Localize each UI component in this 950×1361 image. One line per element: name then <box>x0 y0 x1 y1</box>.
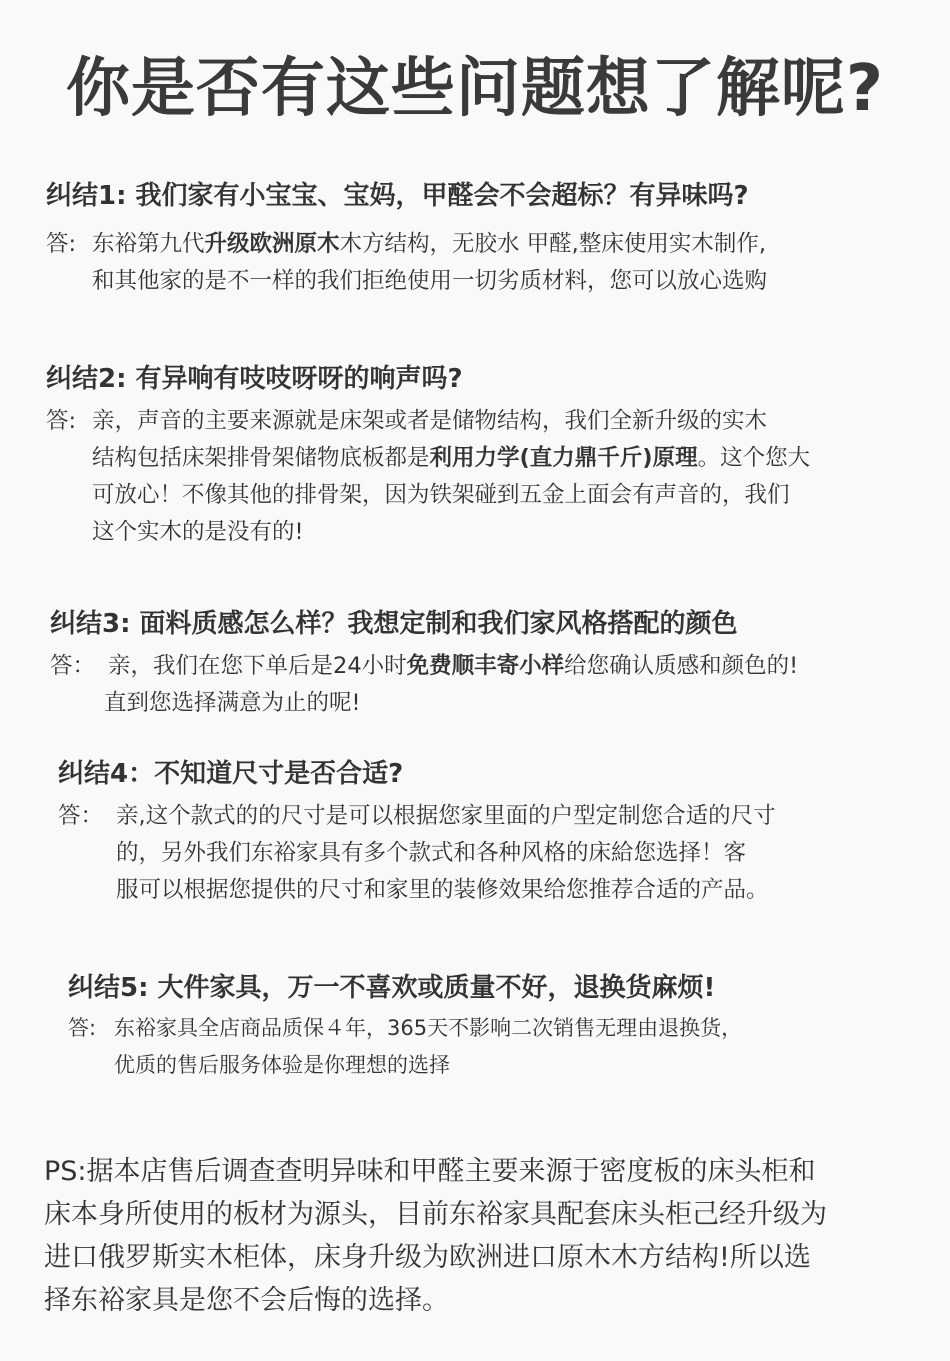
answer-text: 给您确认质感和颜色的! <box>564 653 799 679</box>
faq-answer-line: 直到您选择满意为止的呢! <box>104 690 361 716</box>
answer-text: 亲,这个款式的的尺寸是可以根据您家里面的户型定制您合适的尺寸 <box>116 803 776 829</box>
answer-label: 答： <box>50 653 96 679</box>
faq-answer-line <box>46 226 767 263</box>
faq-item-4 <box>58 754 776 909</box>
faq-answer-line <box>68 1010 742 1047</box>
faq-item-2 <box>46 359 810 551</box>
answer-label: 答: <box>46 408 77 434</box>
faq-item-3 <box>50 604 798 722</box>
ps-line: 择东裕家具是您不会后悔的选择。 <box>44 1285 449 1316</box>
ps-line: 进口俄罗斯实木柜体，床身升级为欧洲进口原木木方结构!所以选 <box>44 1242 811 1273</box>
faq-answer-line: 的，另外我们东裕家具有多个款式和各种风格的床給您选择！客 <box>116 840 747 866</box>
faq-answer-line: 这个实木的是没有的! <box>92 519 304 545</box>
faq-answer-line <box>46 403 810 440</box>
faq-question: 纠结3: 面料质感怎么样？我想定制和我们家风格搭配的颜色 <box>50 609 738 639</box>
ps-line: PS:据本店售后调查查明异味和甲醛主要来源于密度板的床头柜和 <box>44 1156 816 1187</box>
faq-answer-line: 服可以根据您提供的尺寸和家里的装修效果给您推荐合适的产品。 <box>116 877 769 903</box>
faq-answer-line <box>50 648 798 685</box>
faq-answer-line <box>46 440 810 477</box>
answer-highlight: 利用力学(直力鼎千斤)原理 <box>429 445 698 471</box>
faq-item-5 <box>68 968 742 1084</box>
answer-label: 答： <box>58 803 104 829</box>
answer-text: 亲，我们在您下单后是24小时 <box>108 653 407 679</box>
answer-label: 答: <box>68 1016 97 1040</box>
page-title: 你是否有这些问题想了解呢? <box>65 52 885 126</box>
answer-text: 结构包括床架排骨架储物底板都是 <box>92 445 430 471</box>
answer-text: 亲，声音的主要来源就是床架或者是储物结构，我们全新升级的实木 <box>92 408 768 434</box>
ps-line: 床本身所使用的板材为源头，目前东裕家具配套床头柜己经升级为 <box>44 1199 827 1230</box>
faq-answer-line: 优质的售后服务体验是你理想的选择 <box>114 1053 450 1077</box>
answer-text: 。这个您大 <box>697 445 811 471</box>
answer-text: 东裕第九代 <box>92 231 205 257</box>
answer-highlight: 升级欧洲原木 <box>204 231 340 257</box>
answer-text: 东裕家具全店商品质保４年，365天不影响二次销售无理由退换货， <box>114 1016 743 1040</box>
faq-answer-line: 和其他家的是不一样的我们拒绝使用一切劣质材料，您可以放心选购 <box>92 268 768 294</box>
faq-answer-line: 可放心！不像其他的排骨架，因为铁架碰到五金上面会有声音的，我们 <box>92 482 790 508</box>
faq-question: 纠结4：不知道尺寸是否合适? <box>58 759 404 789</box>
faq-answer-line <box>58 798 776 835</box>
ps-note <box>44 1150 924 1322</box>
faq-item-1 <box>46 176 767 300</box>
faq-question: 纠结5: 大件家具，万一不喜欢或质量不好，退换货麻烦! <box>68 973 716 1003</box>
faq-question: 纠结1: 我们家有小宝宝、宝妈，甲醛会不会超标？有异味吗? <box>46 181 749 211</box>
faq-question: 纠结2: 有异响有吱吱呀呀的响声吗? <box>46 364 463 394</box>
answer-label: 答: <box>46 231 77 257</box>
answer-highlight: 免费顺丰寄小样 <box>406 653 565 679</box>
answer-text: 木方结构，无胶水 甲醛,整床使用实木制作, <box>339 231 766 257</box>
